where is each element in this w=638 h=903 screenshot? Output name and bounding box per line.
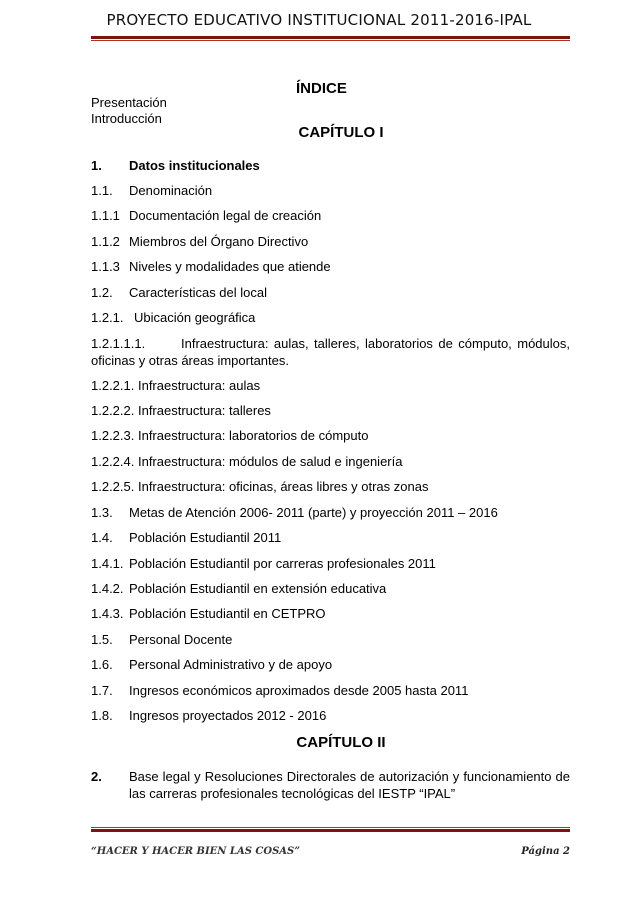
- toc-text: 1.2.2.5. Infraestructura: oficinas, áreas libres y otras zonas: [91, 479, 429, 494]
- toc-entry: [91, 555, 570, 572]
- footer-motto: “HACER Y HACER BIEN LAS COSAS”: [91, 846, 301, 857]
- toc-number: 1.2.: [91, 285, 113, 300]
- toc-entry: [91, 631, 570, 648]
- toc-number: 1.8.: [91, 708, 113, 723]
- toc-text: Documentación legal de creación: [129, 208, 322, 223]
- toc-text: 1.2.2.4. Infraestructura: módulos de salud e ingeniería: [91, 454, 403, 469]
- front-matter-presentacion: Presentación: [91, 95, 167, 110]
- header-rule-thin: [91, 40, 570, 41]
- toc-number: 1.2.1.: [91, 310, 124, 325]
- footer-rule: [91, 829, 570, 832]
- toc-number: 1.4.: [91, 530, 113, 545]
- toc-number: 1.: [91, 158, 102, 173]
- toc-entry: [91, 707, 570, 724]
- toc-entry: [91, 656, 570, 673]
- toc-entry: [91, 453, 570, 470]
- toc-entry: [91, 335, 570, 369]
- toc-entry: [91, 233, 570, 250]
- toc-text: Denominación: [129, 183, 213, 198]
- toc-text: Base legal y Resoluciones Directorales de autorización y funcionamiento de las carreras profesionales tecnológicas del IESTP “IPAL”: [129, 769, 570, 801]
- toc-text: 1.2.2.3. Infraestructura: laboratorios de cómputo: [91, 428, 369, 443]
- toc-text: 1.2.2.1. Infraestructura: aulas: [91, 378, 261, 393]
- toc-number: 1.3.: [91, 505, 113, 520]
- toc-text: Ubicación geográfica: [134, 310, 256, 325]
- toc-entry: [91, 427, 570, 444]
- chapter-1-title: CAPÍTULO I: [298, 124, 384, 141]
- toc-text: Ingresos proyectados 2012 - 2016: [129, 708, 327, 723]
- toc-text: 1.2.2.2. Infraestructura: talleres: [91, 403, 271, 418]
- toc-text: Miembros del Órgano Directivo: [129, 234, 309, 249]
- toc-number: 1.4.1.: [91, 556, 124, 571]
- toc-entry: [91, 402, 570, 419]
- toc-number: 1.1.: [91, 183, 113, 198]
- page-number: Página 2: [521, 846, 570, 857]
- toc-entry: [91, 768, 570, 802]
- toc-text: Personal Administrativo y de apoyo: [129, 657, 333, 672]
- toc-text: Metas de Atención 2006- 2011 (parte) y proyección 2011 – 2016: [129, 505, 498, 520]
- toc-text: Población Estudiantil 2011: [129, 530, 282, 545]
- toc-text: [91, 335, 570, 369]
- toc-text: Niveles y modalidades que atiende: [129, 259, 331, 274]
- toc-number: 1.6.: [91, 657, 113, 672]
- toc-text-line: Infraestructura: aulas, talleres, laboratorios de cómputo, módulos, oficinas y otras áreas importantes.: [91, 336, 570, 368]
- toc-entry: [91, 529, 570, 546]
- toc-text: Características del local: [129, 285, 267, 300]
- toc-entry: [91, 580, 570, 597]
- toc-number: 1.1.1: [91, 208, 120, 223]
- running-header: PROYECTO EDUCATIVO INSTITUCIONAL 2011-2016-IPAL: [106, 11, 532, 29]
- header-rule: [91, 36, 570, 39]
- toc-entry: [91, 284, 570, 301]
- toc-entry: [91, 309, 570, 326]
- toc-entry: [91, 377, 570, 394]
- toc-entry: [91, 182, 570, 199]
- toc-entry: [91, 605, 570, 622]
- toc-number: 1.7.: [91, 683, 113, 698]
- toc-text: Población Estudiantil por carreras profesionales 2011: [129, 556, 436, 571]
- toc-number: 2.: [91, 769, 102, 784]
- chapter-2-title: CAPÍTULO II: [296, 734, 386, 751]
- toc-entry: [91, 207, 570, 224]
- toc-entry: [91, 258, 570, 275]
- toc-number: 1.5.: [91, 632, 113, 647]
- toc-entry: [91, 682, 570, 699]
- toc-entry: [91, 504, 570, 521]
- toc-entry: [91, 478, 570, 495]
- toc-number: 1.4.3.: [91, 606, 124, 621]
- toc-text: Población Estudiantil en extensión educativa: [129, 581, 387, 596]
- index-title: ÍNDICE: [296, 80, 347, 97]
- toc-entry: [91, 157, 570, 174]
- front-matter-introduccion: Introducción: [91, 111, 162, 126]
- toc-text: Población Estudiantil en CETPRO: [129, 606, 326, 621]
- toc-number: 1.2.1.1.1.: [91, 336, 146, 351]
- toc-text: Personal Docente: [129, 632, 233, 647]
- toc-number: 1.1.2: [91, 234, 120, 249]
- toc-number: 1.4.2.: [91, 581, 124, 596]
- toc-text: Ingresos económicos aproximados desde 2005 hasta 2011: [129, 683, 469, 698]
- toc-number: 1.1.3: [91, 259, 120, 274]
- toc-text: Datos institucionales: [129, 158, 260, 173]
- footer-rule-thin: [91, 827, 570, 828]
